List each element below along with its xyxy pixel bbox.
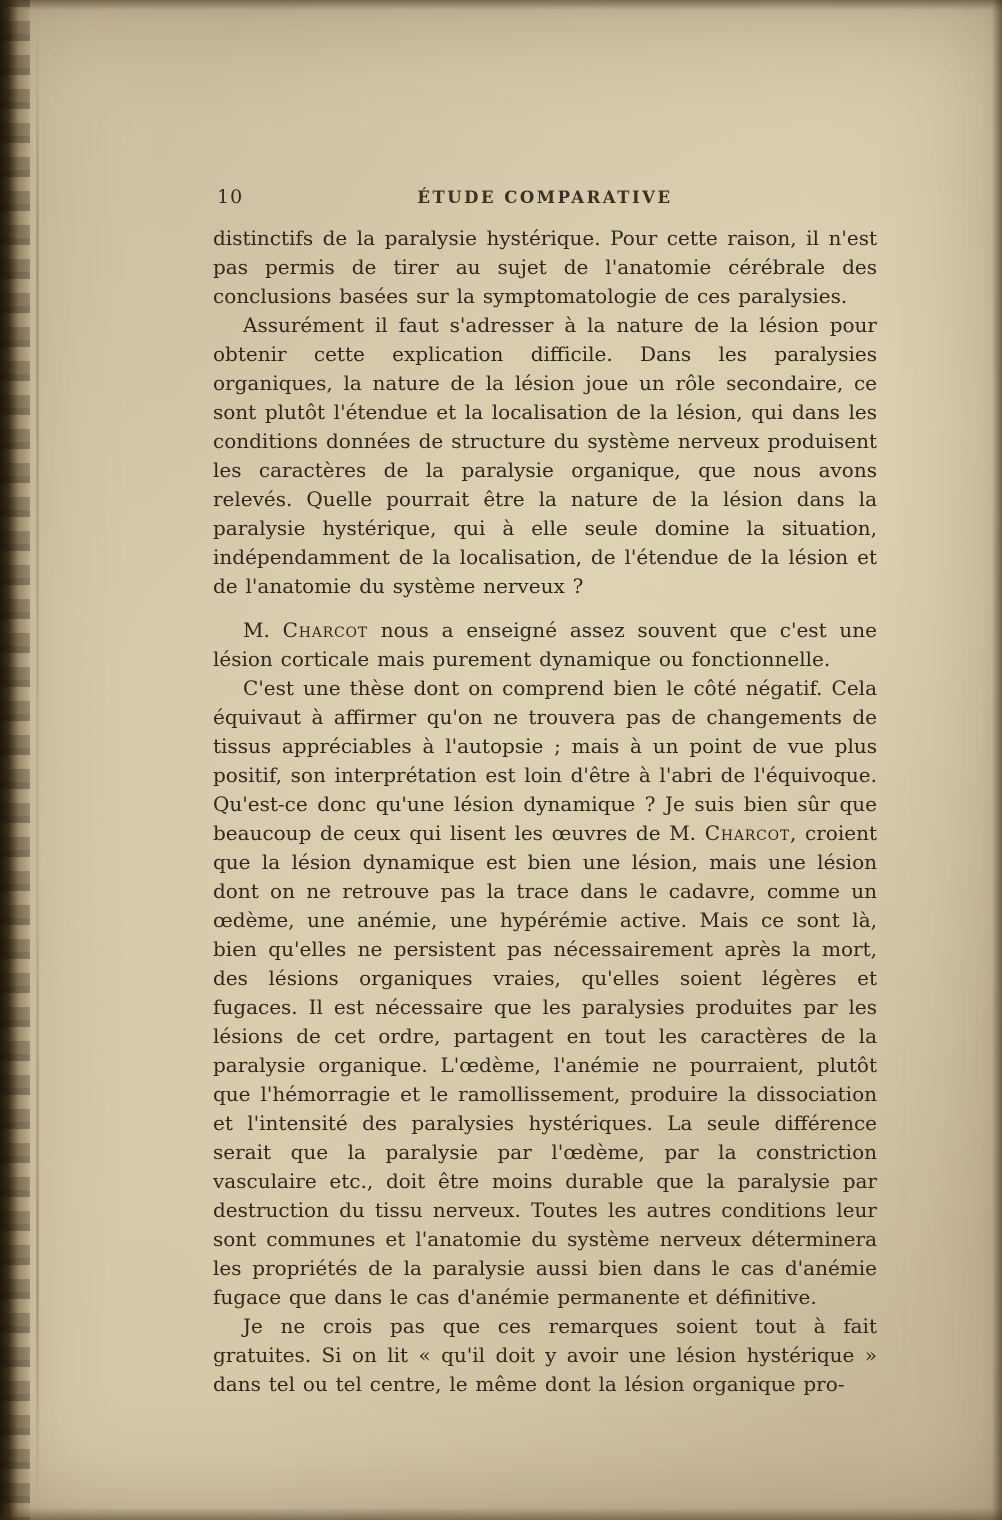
- author-name-smallcaps: Charcot: [704, 821, 791, 845]
- page-right-edge: [992, 0, 1002, 1520]
- page-number: 10: [217, 186, 244, 208]
- paragraph: C'est une thèse dont on comprend bien le côté négatif. Cela équivaut à affirmer qu'on ne trouvera pas de changements de tissus appréciables à l'autopsie ; mais à un point de vue plus positif, son interprétation est loin d'être à l'abri de l'équivoque. Qu'est-ce donc qu'une lésion dynamique ? Je suis bien sûr que beaucoup de ceux qui lisent les œuvres de M. Charcot, croient que la lésion dynamique est bien une lésion, mais une lésion dont on ne retrouve pas la trace dans le cadavre, comme un œdème, une anémie, une hypérémie active. Mais ce sont là, bien qu'elles ne persistent pas nécessairement après la mort, des lésions organiques vraies, qu'elles soient légères et fugaces. Il est nécessaire que les paralysies produites par les lésions de cet ordre, partagent en tout les caractères de la paralysie organique. L'œdème, l'anémie ne pourraient, plutôt que l'hémorragie et le ramollissement, produire la dissociation et l'intensité des paralysies hystériques. La seule différence serait que la paralysie par l'œdème, par la constriction vasculaire etc., doit être moins durable que la paralysie par destruction du tissu nerveux. Toutes les autres conditions leur sont communes et l'anatomie du système nerveux déterminera les propriétés de la paralysie aussi bien dans le cas d'anémie fugace que dans le cas d'anémie permanente et définitive.: [213, 676, 877, 1309]
- text-block: [213, 224, 877, 1399]
- author-name-smallcaps: Charcot: [282, 618, 368, 642]
- running-head: [215, 186, 875, 212]
- paragraph: distinctifs de la paralysie hystérique. Pour cette raison, il n'est pas permis de tirer au sujet de l'anatomie cérébrale des conclusions basées sur la symptomatologie de ces paralysies.: [213, 226, 877, 308]
- paragraph: M. Charcot nous a enseigné assez souvent que c'est une lésion corticale mais purement dynamique ou fonctionnelle.: [213, 618, 877, 671]
- page-top-edge: [0, 0, 1002, 10]
- paragraph: Assurément il faut s'adresser à la nature de la lésion pour obtenir cette explication difficile. Dans les paralysies organiques, la nature de la lésion joue un rôle secondaire, ce sont plutôt l'étendue et la localisation de la lésion, qui dans les conditions données de structure du système nerveux produisent les caractères de la paralysie organique, que nous avons relevés. Quelle pourrait être la nature de la lésion dans la paralysie hystérique, qui à elle seule domine la situation, indépendamment de la localisation, de l'étendue de la lésion et de l'anatomie du système nerveux ?: [213, 313, 877, 598]
- page-bottom-edge: [0, 1508, 1002, 1520]
- running-head-title: ÉTUDE COMPARATIVE: [417, 188, 673, 207]
- page-crease: [36, 0, 39, 1520]
- binding-edge: [0, 0, 30, 1520]
- paragraph: Je ne crois pas que ces remarques soient tout à fait gratuites. Si on lit « qu'il doit y avoir une lésion hystérique » dans tel ou tel centre, le même dont la lésion organique pro-: [213, 1314, 877, 1396]
